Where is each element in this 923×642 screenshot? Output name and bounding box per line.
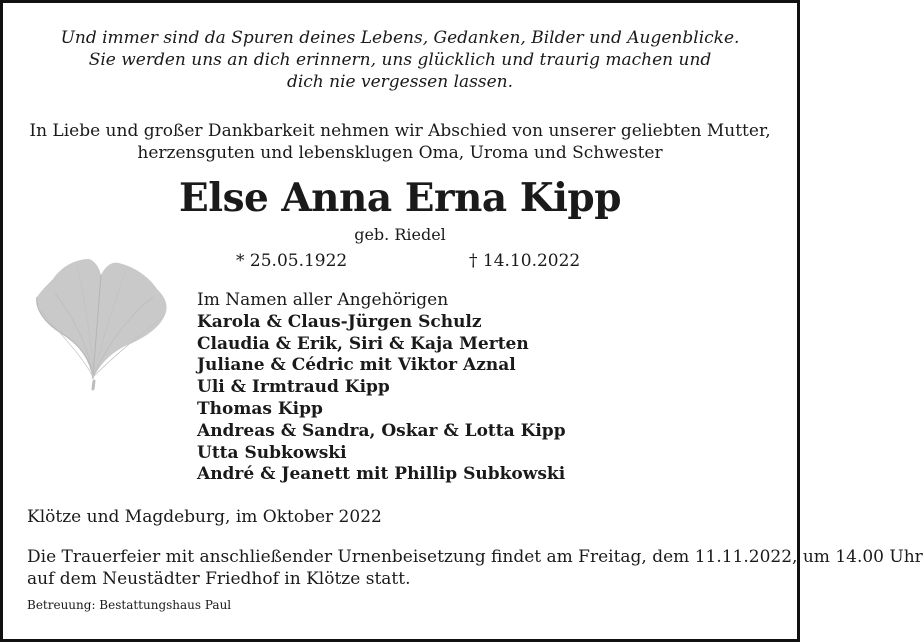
verse-line: Sie werden uns an dich erinnern, uns glücklich und traurig machen und <box>88 50 712 70</box>
verse-line: Und immer sind da Spuren deines Lebens, Gedanken, Bilder und Augenblicke. <box>60 28 740 48</box>
intro-line: herzensguten und lebensklugen Oma, Uroma und Schwester <box>137 143 663 163</box>
family-member: Utta Subkowski <box>197 442 347 463</box>
family-member: Juliane & Cédric mit Viktor Aznal <box>197 355 516 376</box>
family-member: Thomas Kipp <box>197 398 323 419</box>
ginkgo-leaf-icon <box>31 253 173 389</box>
maiden-name: geb. Riedel <box>354 225 446 244</box>
ceremony-line: auf dem Neustädter Friedhof in Klötze statt. <box>27 569 411 589</box>
family-signatures <box>197 290 566 486</box>
family-member: Claudia & Erik, Siri & Kaja Merten <box>197 333 529 354</box>
place-and-date: Klötze und Magdeburg, im Oktober 2022 <box>27 507 382 527</box>
family-member: Andreas & Sandra, Oskar & Lotta Kipp <box>197 420 566 441</box>
verse-line: dich nie vergessen lassen. <box>286 72 514 92</box>
death-date: † 14.10.2022 <box>469 251 581 271</box>
deceased-name: Else Anna Erna Kipp <box>179 175 621 221</box>
intro-line: In Liebe und großer Dankbarkeit nehmen wir Abschied von unserer geliebten Mutter, <box>29 121 771 141</box>
farewell-intro <box>3 120 797 164</box>
family-member: André & Jeanett mit Phillip Subkowski <box>197 464 566 485</box>
family-member: Karola & Claus-Jürgen Schulz <box>197 311 482 332</box>
family-member: Uli & Irmtraud Kipp <box>197 377 390 398</box>
family-intro: Im Namen aller Angehörigen <box>197 290 449 310</box>
birth-date: * 25.05.1922 <box>236 251 348 271</box>
memorial-verse <box>3 27 797 93</box>
funeral-ceremony-info <box>27 546 923 590</box>
ceremony-line: Die Trauerfeier mit anschließender Urnenbeisetzung findet am Freitag, dem 11.11.2022, um 14.00 Uhr <box>27 547 923 567</box>
funeral-service-credit: Betreuung: Bestattungshaus Paul <box>27 598 232 612</box>
